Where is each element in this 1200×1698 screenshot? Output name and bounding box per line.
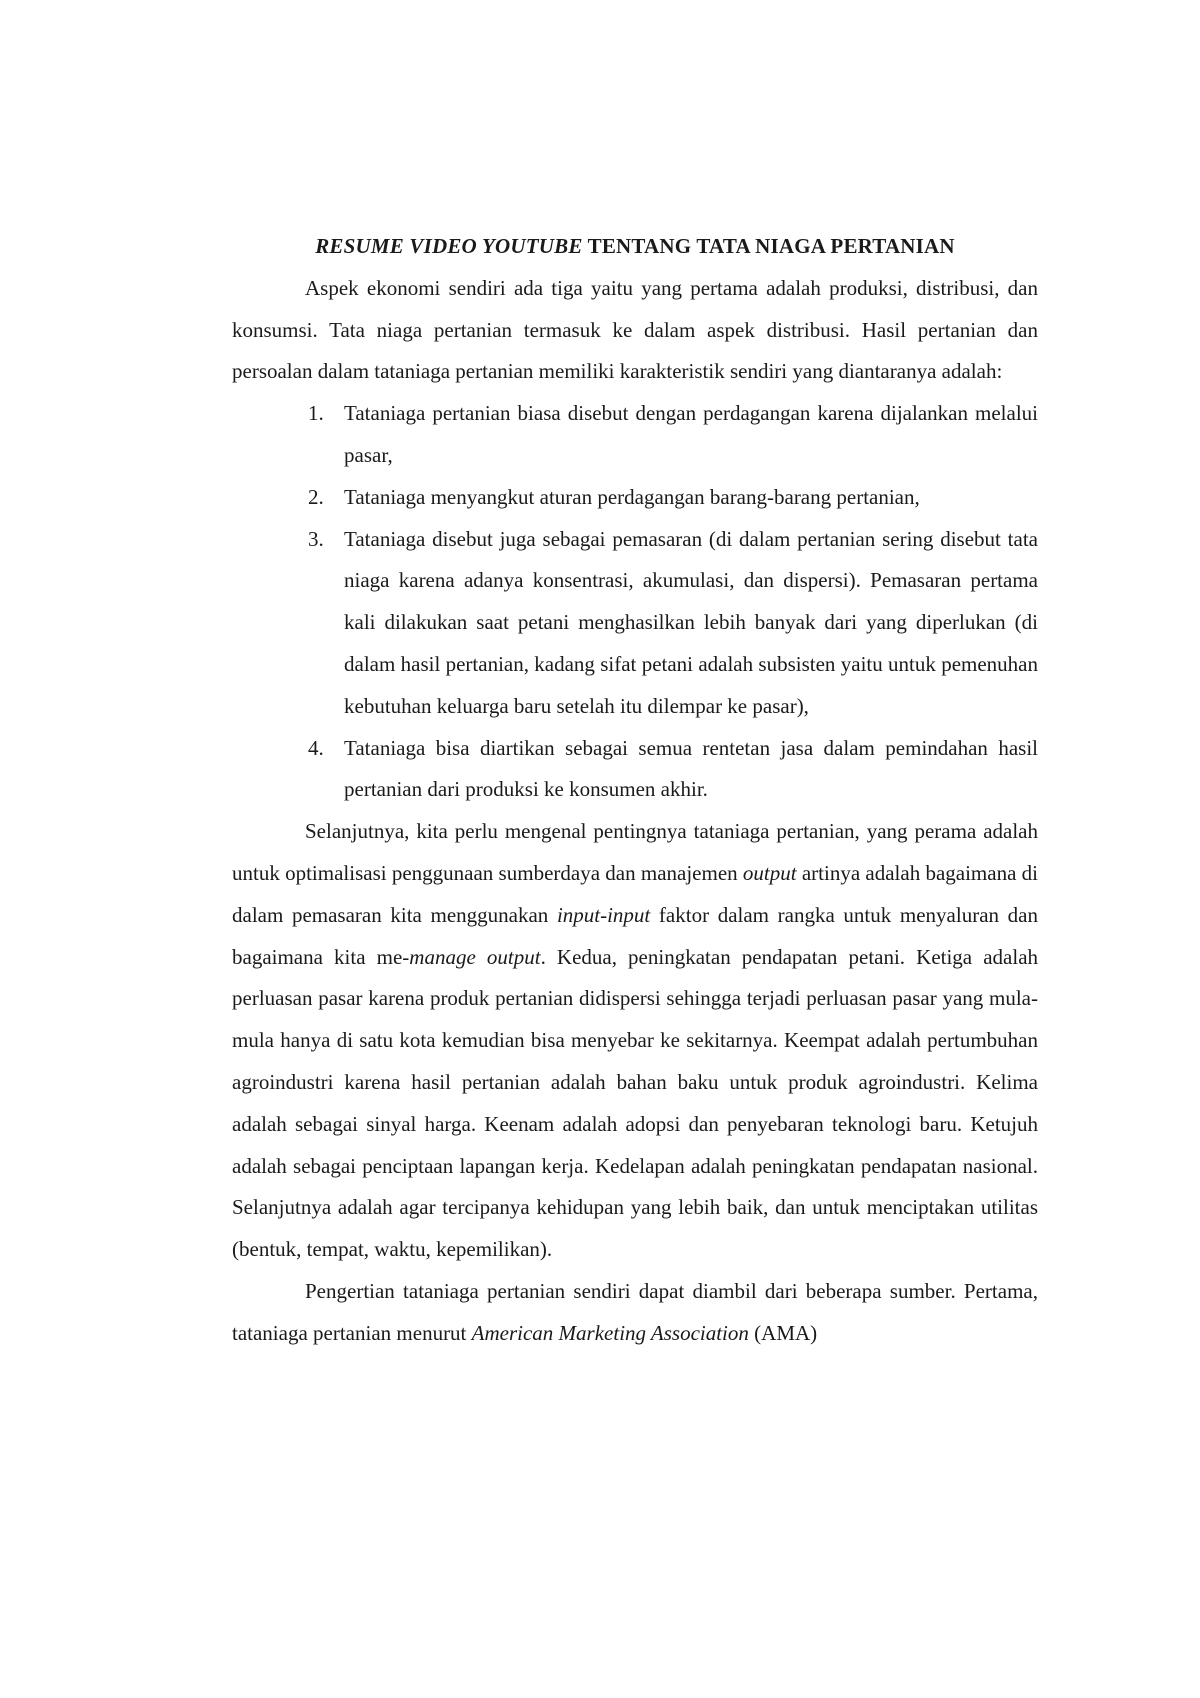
paragraph-segment: artinya adalah bagaimana di dalam pemasaran kita menggunakan	[232, 860, 1038, 927]
document-body	[232, 226, 1038, 1355]
italic-term-input: input-input	[556, 902, 651, 927]
title-rest: TENTANG TATA NIAGA PERTANIAN	[582, 234, 955, 258]
paragraph-segment: Selanjutnya, kita perlu mengenal pentingnya tataniaga pertanian, yang perama adalah untuk optimalisasi penggunaan sumberdaya dan manajemen	[232, 819, 1038, 885]
title-italic-part: RESUME VIDEO YOUTUBE	[315, 234, 583, 258]
list-item	[232, 728, 1038, 812]
list-item-number: 3.	[308, 526, 324, 551]
list-item-number: 1.	[308, 401, 324, 426]
italic-term-ama: American Marketing Association	[471, 1320, 749, 1345]
list-item-text: Tataniaga disebut juga sebagai pemasaran (di dalam pertanian sering disebut tata niaga karena adanya konsentrasi, akumulasi, dan dispersi). Pemasaran pertama kali dilakukan saat petani menghasilkan lebih banyak dari yang diperlukan (di dalam hasil pertanian, kadang sifat petani adalah subsisten yaitu untuk pemenuhan kebutuhan keluarga baru setelah itu dilempar ke pasar),	[344, 526, 1038, 718]
definition-paragraph	[232, 1271, 1038, 1355]
list-item	[232, 519, 1038, 728]
paragraph-segment: faktor dalam rangka untuk menyaluran dan bagaimana kita me-	[232, 902, 1038, 969]
document-title	[232, 226, 1038, 268]
paragraph-segment: (AMA)	[748, 1320, 818, 1345]
paragraph-segment: . Kedua, peningkatan pendapatan petani. Ketiga adalah perluasan pasar karena produk pertanian didispersi sehingga terjadi perluasan pasar yang mula-mula hanya di satu kota kemudian bisa menyebar ke sekitarnya. Keempat adalah pertumbuhan agroindustri karena hasil pertanian adalah bahan baku untuk produk agroindustri. Kelima adalah sebagai sinyal harga. Keenam adalah adopsi dan penyebaran teknologi baru. Ketujuh adalah sebagai penciptaan lapangan kerja. Kedelapan adalah peningkatan pendapatan nasional. Selanjutnya adalah agar tercipanya kehidupan yang lebih baik, dan untuk menciptakan utilitas (bentuk, tempat, waktu, kepemilikan).	[232, 944, 1039, 1262]
intro-paragraph: Aspek ekonomi sendiri ada tiga yaitu yang pertama adalah produksi, distribusi, dan konsumsi. Tata niaga pertanian termasuk ke dalam aspek distribusi. Hasil pertanian dan persoalan dalam tataniaga pertanian memiliki karakteristik sendiri yang diantaranya adalah:	[232, 275, 1038, 384]
list-item-text: Tataniaga menyangkut aturan perdagangan barang-barang pertanian,	[344, 484, 920, 509]
importance-paragraph	[232, 811, 1038, 1271]
list-item	[232, 477, 1038, 519]
italic-term-manage-output: manage output	[409, 944, 541, 969]
list-item-text: Tataniaga bisa diartikan sebagai semua rentetan jasa dalam pemindahan hasil pertanian dari produksi ke konsumen akhir.	[344, 735, 1038, 802]
list-item-number: 2.	[308, 484, 324, 509]
list-item-text: Tataniaga pertanian biasa disebut dengan perdagangan karena dijalankan melalui pasar,	[344, 401, 1038, 467]
list-item	[232, 393, 1038, 477]
paragraph-segment: Pengertian tataniaga pertanian sendiri dapat diambil dari beberapa sumber. Pertama, tataniaga pertanian menurut	[232, 1278, 1038, 1345]
list-item-number: 4.	[308, 735, 324, 760]
italic-term-output: output	[742, 860, 797, 885]
characteristics-list	[232, 393, 1038, 811]
